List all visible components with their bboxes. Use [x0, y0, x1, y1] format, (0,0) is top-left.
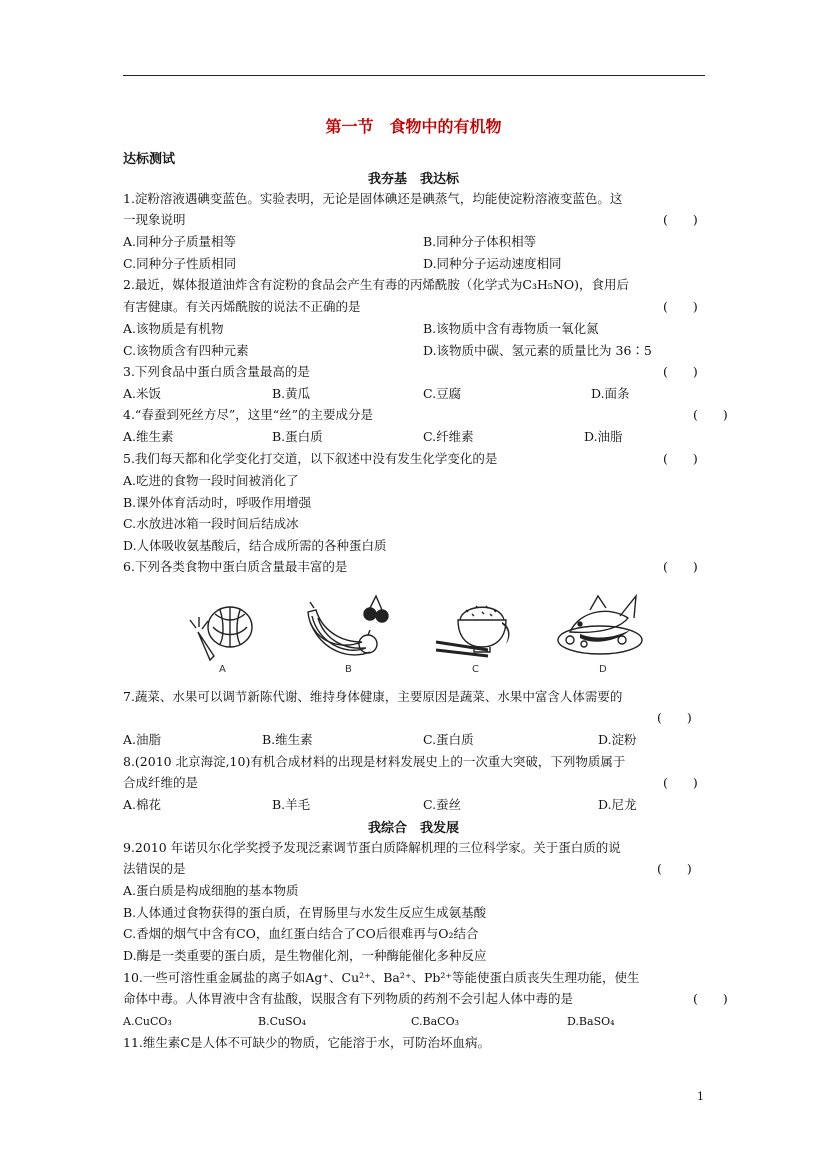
- q10-option-a: A.CuCO₃: [123, 1015, 172, 1028]
- q9-option-b: B.人体通过食物获得的蛋白质，在胃肠里与水发生反应生成氨基酸: [123, 905, 487, 920]
- subsection-heading-advanced: 我综合 我发展: [367, 821, 459, 836]
- q5-option-c: C.水放进冰箱一段时间后结成冰: [123, 516, 299, 531]
- q10-option-d: D.BaSO₄: [567, 1015, 615, 1028]
- q10-option-c: C.BaCO₃: [411, 1015, 460, 1028]
- subsection-heading-basic: 我夯基 我达标: [367, 172, 459, 187]
- q5-option-a: A.吃进的食物一段时间被消化了: [123, 473, 299, 488]
- q4-option-c: C.纤维素: [423, 429, 474, 444]
- q1-stem-line1: 1.淀粉溶液遇碘变蓝色。实验表明，无论是固体碘还是碘蒸气，均能使淀粉溶液变蓝色。这: [123, 191, 623, 206]
- q2-option-d: D.该物质中碳、氢元素的质量比为 36∶5: [423, 343, 652, 358]
- q11-stem: 11.维生素C是人体不可缺少的物质，它能溶于水，可防治坏血病。: [123, 1035, 490, 1050]
- q9-option-d: D.酶是一类重要的蛋白质，是生物催化剂，一种酶能催化多种反应: [123, 948, 487, 963]
- q6-stem: 6.下列各类食物中蛋白质含量最丰富的是: [123, 559, 348, 574]
- q6-label-d: D: [599, 664, 607, 675]
- q3-option-a: A.米饭: [123, 386, 162, 401]
- q10-answer-blank: ( ): [693, 991, 728, 1006]
- q2-option-c: C.该物质含有四种元素: [123, 343, 249, 358]
- q2-option-a: A.该物质是有机物: [123, 321, 224, 336]
- q5-option-d: D.人体吸收氨基酸后，结合成所需的各种蛋白质: [123, 538, 387, 553]
- vegetables-icon: [180, 592, 270, 662]
- q5-option-b: B.课外体育活动时，呼吸作用增强: [123, 495, 312, 510]
- q3-stem: 3.下列食品中蛋白质含量最高的是: [123, 364, 310, 379]
- page-number: 1: [697, 1090, 704, 1103]
- section-heading: 达标测试: [123, 152, 176, 167]
- q8-stem-line2: 合成纤维的是: [123, 775, 199, 790]
- q10-option-b: B.CuSO₄: [258, 1015, 307, 1028]
- q1-option-a: A.同种分子质量相等: [123, 234, 237, 249]
- q8-option-b: B.羊毛: [272, 797, 311, 812]
- q9-option-c: C.香烟的烟气中含有CO，血红蛋白结合了CO后很难再与O₂结合: [123, 926, 479, 941]
- q3-option-c: C.豆腐: [423, 386, 462, 401]
- header-rule: [123, 75, 705, 76]
- q2-stem-line1: 2.最近，媒体报道油炸含有淀粉的食品会产生有毒的丙烯酰胺（化学式为C₃H₅NO)，食用后: [123, 277, 629, 292]
- q8-stem-line1: 8.(2010 北京海淀,10)有机合成材料的出现是材料发展史上的一次重大突破，下列物质属于: [123, 754, 626, 769]
- q4-stem: 4.“春蚕到死丝方尽”，这里“丝”的主要成分是: [123, 407, 373, 422]
- q4-option-b: B.蛋白质: [272, 429, 323, 444]
- q1-answer-blank: ( ): [663, 212, 698, 227]
- q1-option-c: C.同种分子性质相同: [123, 256, 237, 271]
- q4-option-d: D.油脂: [584, 429, 623, 444]
- q9-stem-line1: 9.2010 年诺贝尔化学奖授予发现泛素调节蛋白质降解机理的三位科学家。关于蛋白质的说: [123, 840, 621, 855]
- q3-option-b: B.黄瓜: [272, 386, 311, 401]
- q4-option-a: A.维生素: [123, 429, 174, 444]
- q2-stem-line2: 有害健康。有关丙烯酰胺的说法不正确的是: [123, 299, 361, 314]
- q5-stem: 5.我们每天都和化学变化打交道，以下叙述中没有发生化学变化的是: [123, 451, 498, 466]
- q6-answer-blank: ( ): [663, 559, 698, 574]
- q7-stem: 7.蔬菜、水果可以调节新陈代谢、维持身体健康，主要原因是蔬菜、水果中富含人体需要的: [123, 689, 623, 704]
- rice-bowl-icon: [430, 592, 525, 662]
- q4-answer-blank: ( ): [693, 407, 728, 422]
- q6-label-b: B: [345, 664, 352, 675]
- q2-option-b: B.该物质中含有毒物质一氧化氮: [423, 321, 599, 336]
- q2-answer-blank: ( ): [663, 299, 698, 314]
- q3-answer-blank: ( ): [663, 364, 698, 379]
- q8-answer-blank: ( ): [663, 775, 698, 790]
- q6-label-c: C: [472, 664, 479, 675]
- page-title: 第一节 食物中的有机物: [325, 117, 502, 136]
- q9-answer-blank: ( ): [657, 861, 692, 876]
- q7-answer-blank: ( ): [657, 710, 692, 725]
- q8-option-d: D.尼龙: [598, 797, 637, 812]
- q8-option-a: A.棉花: [123, 797, 162, 812]
- q10-stem-line1: 10.一些可溶性重金属盐的离子如Ag⁺、Cu²⁺、Ba²⁺、Pb²⁺等能使蛋白质丧失生理功能，使生: [123, 970, 640, 985]
- q7-option-d: D.淀粉: [598, 732, 637, 747]
- q7-option-a: A.油脂: [123, 732, 162, 747]
- fruits-icon: [300, 592, 400, 662]
- q8-option-c: C.蚕丝: [423, 797, 462, 812]
- q1-option-b: B.同种分子体积相等: [423, 234, 537, 249]
- q9-option-a: A.蛋白质是构成细胞的基本物质: [123, 883, 299, 898]
- fish-dish-icon: [550, 588, 650, 662]
- q7-option-c: C.蛋白质: [423, 732, 474, 747]
- q10-stem-line2: 命体中毒。人体胃液中含有盐酸，误服含有下列物质的药剂不会引起人体中毒的是: [123, 991, 574, 1006]
- q5-answer-blank: ( ): [663, 451, 698, 466]
- q9-stem-line2: 法错误的是: [123, 861, 186, 876]
- q7-option-b: B.维生素: [262, 732, 313, 747]
- q6-label-a: A: [219, 664, 226, 675]
- q1-stem-line2: 一现象说明: [123, 212, 186, 227]
- q3-option-d: D.面条: [591, 386, 630, 401]
- q1-option-d: D.同种分子运动速度相同: [423, 256, 562, 271]
